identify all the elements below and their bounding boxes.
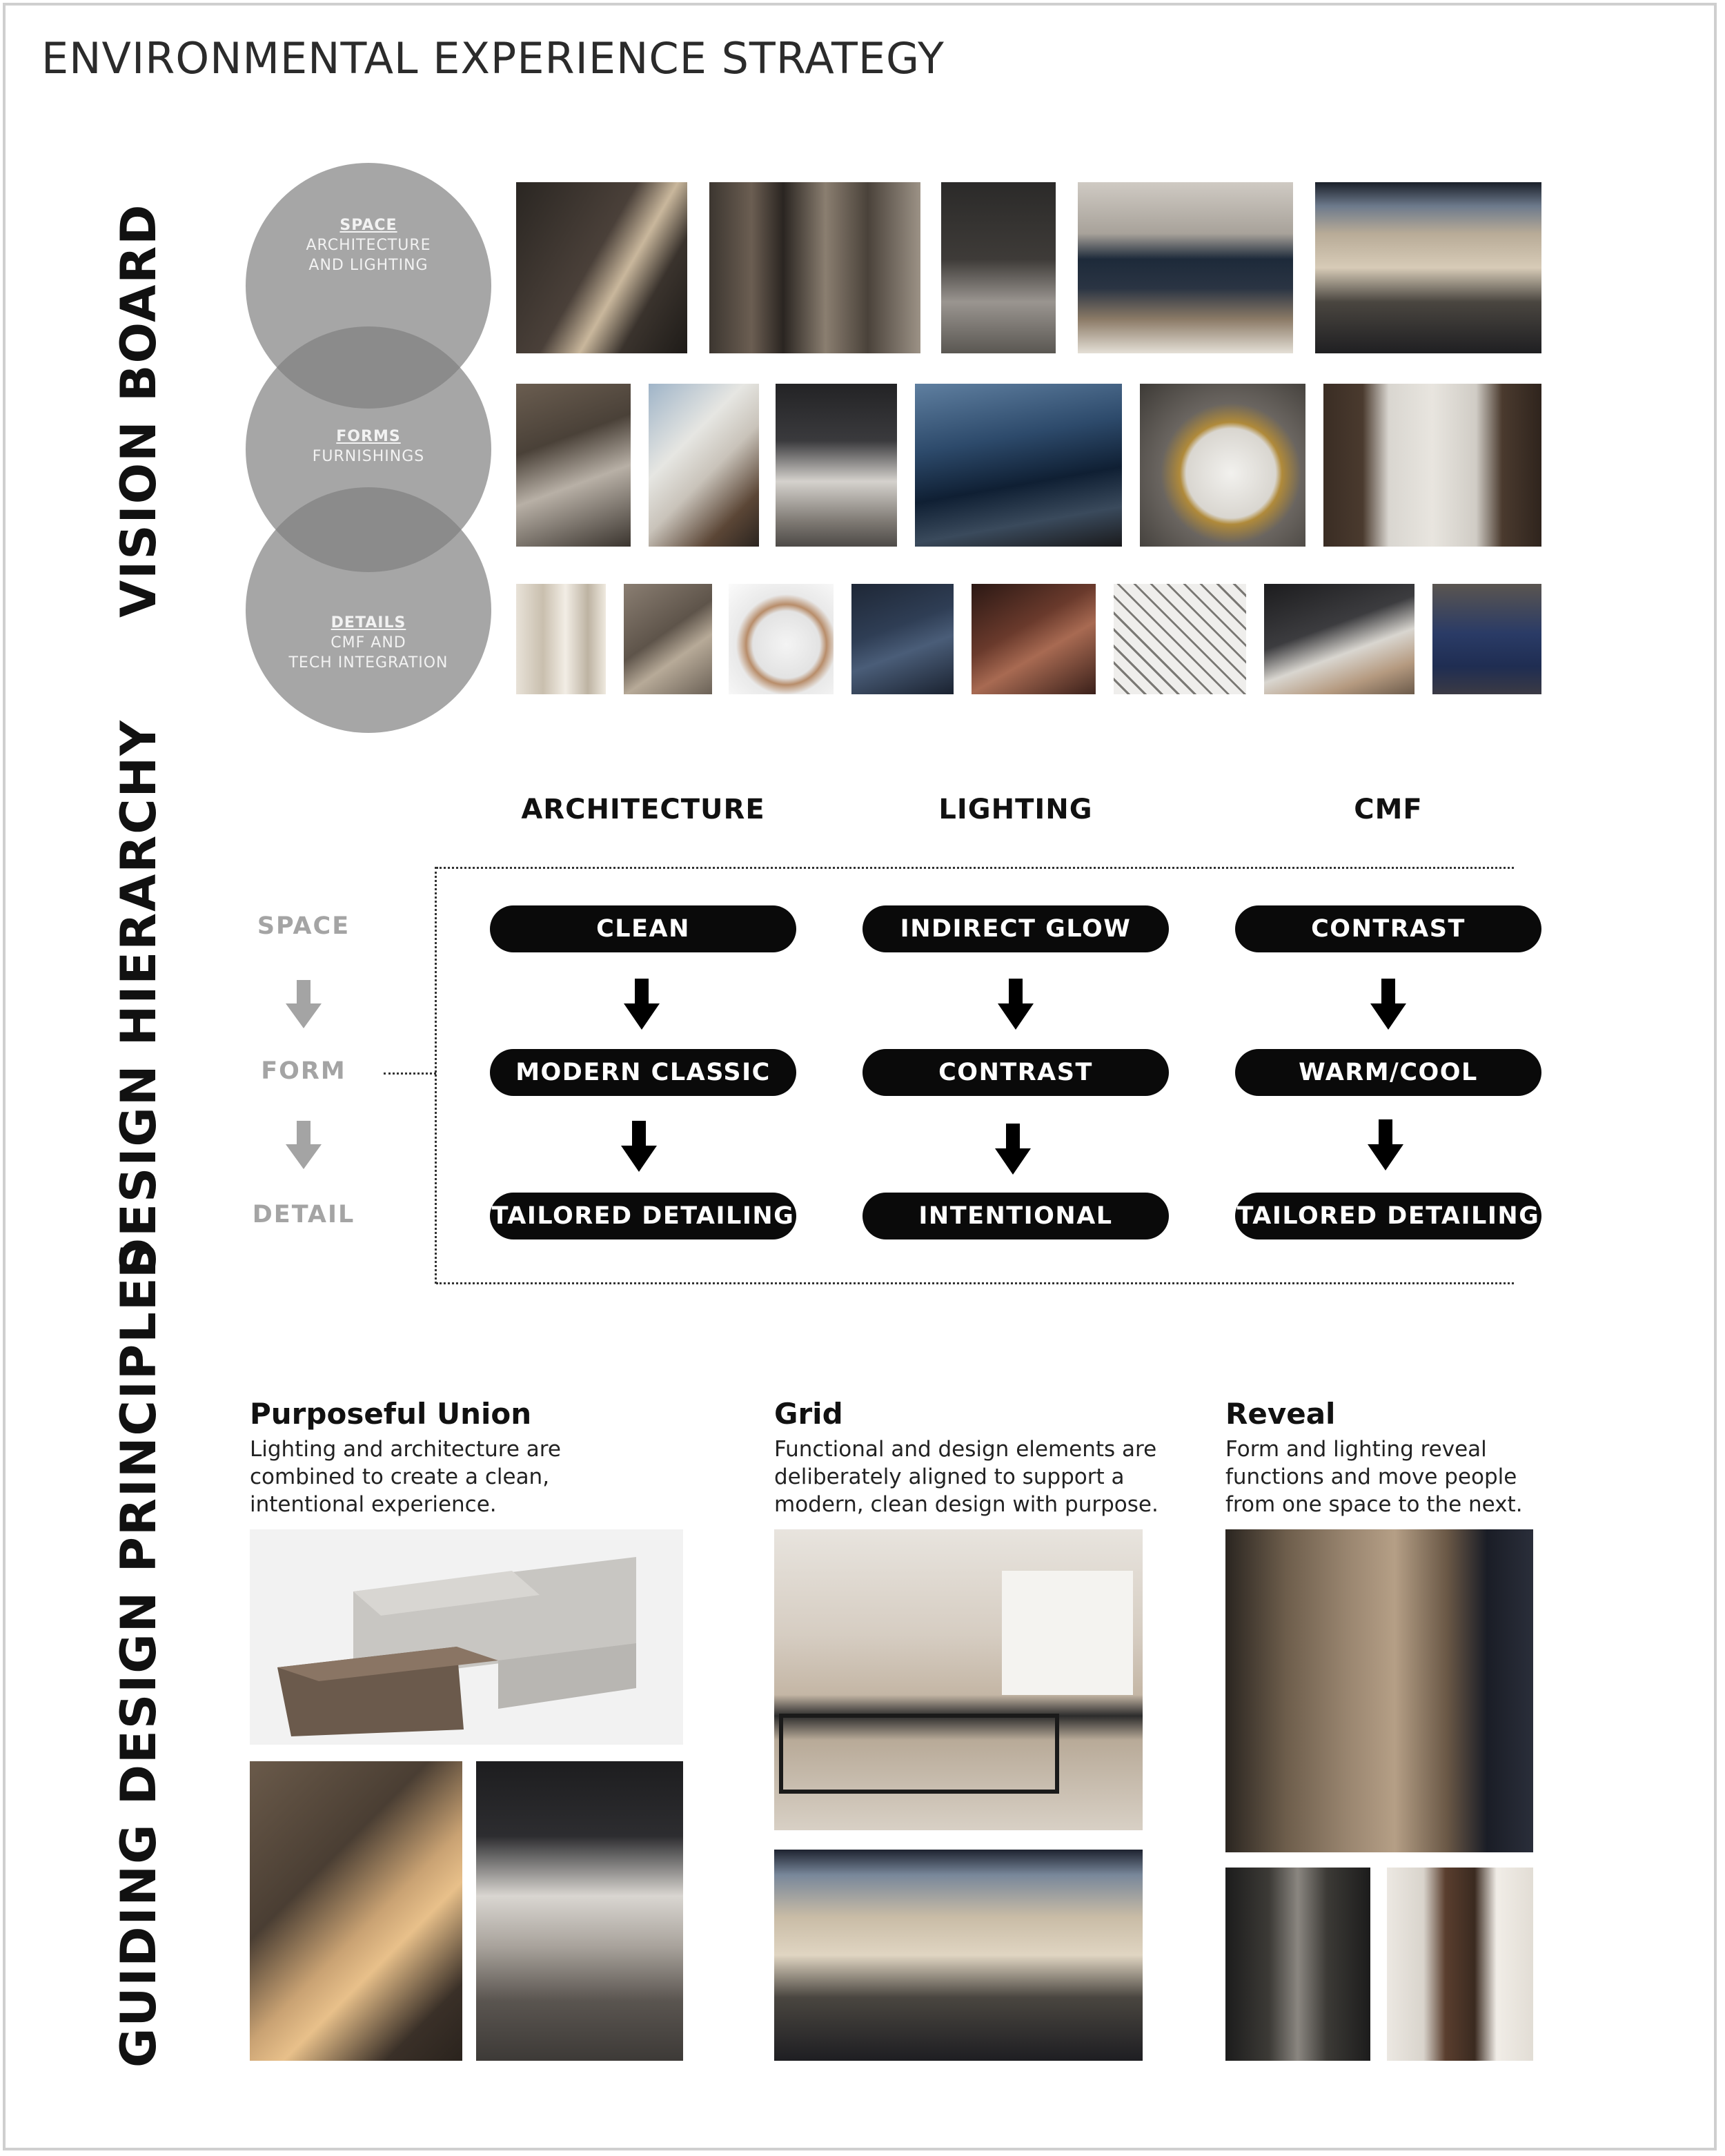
sofa-image xyxy=(776,384,897,547)
sofa-interior-image xyxy=(476,1761,683,2061)
cell-lighting-form: CONTRAST xyxy=(862,1049,1169,1096)
cell-lighting-space: INDIRECT GLOW xyxy=(862,905,1169,952)
row-arrow-down-icon xyxy=(282,980,326,1028)
businessman-image xyxy=(1432,584,1541,694)
arrow-down-icon xyxy=(617,1121,661,1172)
principle-text-reveal: Form and lighting reveal functions and move people from one space to the next. xyxy=(1225,1437,1523,1517)
wood-sofa-render-image xyxy=(250,1529,683,1745)
auditorium-image-large xyxy=(774,1850,1143,2061)
design-hierarchy-title: DESIGN HIERARCHY xyxy=(110,719,167,1278)
bracket-top-line xyxy=(436,867,1514,869)
car-hood-image xyxy=(915,384,1122,547)
armchair-image xyxy=(516,384,631,547)
principle-title-grid: Grid xyxy=(774,1397,843,1431)
details-circle-label: DETAILS CMF AND TECH INTEGRATION xyxy=(288,614,448,672)
page-title: ENVIRONMENTAL EXPERIENCE STRATEGY xyxy=(41,33,945,84)
living-room-image xyxy=(1078,182,1293,353)
cell-cmf-space: CONTRAST xyxy=(1235,905,1541,952)
arrow-down-icon xyxy=(994,979,1038,1030)
row-label-form: FORM xyxy=(261,1057,346,1085)
cell-architecture-form: MODERN CLASSIC xyxy=(490,1049,796,1096)
cell-architecture-detail: TAILORED DETAILING xyxy=(490,1193,796,1239)
forms-circle-label: FORMS FURNISHINGS xyxy=(312,428,425,465)
office-desk-image xyxy=(774,1529,1143,1830)
bathroom-image xyxy=(941,182,1056,353)
principle-text-grid: Functional and design elements are deliberately aligned to support a modern, clean design with purpose. xyxy=(774,1437,1159,1517)
arrow-down-icon xyxy=(1363,1119,1408,1170)
row-label-detail: DETAIL xyxy=(252,1201,355,1228)
corridor-image xyxy=(709,182,920,353)
arrow-down-icon xyxy=(620,979,664,1030)
column-architecture: ARCHITECTURE xyxy=(521,794,765,825)
bracket-bottom-line xyxy=(436,1282,1514,1284)
car-seat-image xyxy=(972,584,1096,694)
arrow-down-icon xyxy=(991,1124,1035,1175)
cell-cmf-detail: TAILORED DETAILING xyxy=(1235,1193,1541,1239)
column-lighting: LIGHTING xyxy=(938,794,1093,825)
principle-title-reveal: Reveal xyxy=(1225,1397,1336,1431)
cell-cmf-form: WARM/COOL xyxy=(1235,1049,1541,1096)
molding-detail-image xyxy=(516,584,606,694)
row-arrow-down-icon xyxy=(282,1121,326,1169)
wood-doorway-image xyxy=(1387,1868,1533,2061)
guiding-principles-title: GUIDING DESIGN PRINCIPLES xyxy=(110,1239,167,2068)
conference-table-image xyxy=(649,384,759,547)
details-circle xyxy=(246,487,491,733)
cell-architecture-space: CLEAN xyxy=(490,905,796,952)
handbag-image xyxy=(851,584,954,694)
stair-hallway-image xyxy=(516,182,687,353)
bracket-side-line xyxy=(435,867,437,1284)
auditorium-image-small xyxy=(1315,182,1541,353)
table-setting-image xyxy=(1140,384,1305,547)
space-circle-label: SPACE ARCHITECTURE AND LIGHTING xyxy=(306,217,431,274)
pattern-texture-image xyxy=(1114,584,1246,694)
wood-cabinet-hall-image xyxy=(1225,1529,1533,1852)
lit-staircase-image xyxy=(250,1761,462,2061)
bracket-connector-line xyxy=(384,1072,436,1075)
device-detail-image xyxy=(1264,584,1414,694)
entry-hall-image xyxy=(1323,384,1541,547)
cell-lighting-detail: INTENTIONAL xyxy=(862,1193,1169,1239)
dark-corridor-image xyxy=(1225,1868,1370,2061)
leather-stitch-image xyxy=(624,584,712,694)
column-cmf: CMF xyxy=(1354,794,1423,825)
row-label-space: SPACE xyxy=(257,912,351,940)
principle-title-purposeful-union: Purposeful Union xyxy=(250,1397,532,1431)
arrow-down-icon xyxy=(1366,979,1410,1030)
vision-board-title: VISION BOARD xyxy=(110,203,167,618)
watch-image xyxy=(729,584,834,694)
principle-text-purposeful-union: Lighting and architecture are combined to create a clean, intentional experience. xyxy=(250,1437,561,1517)
